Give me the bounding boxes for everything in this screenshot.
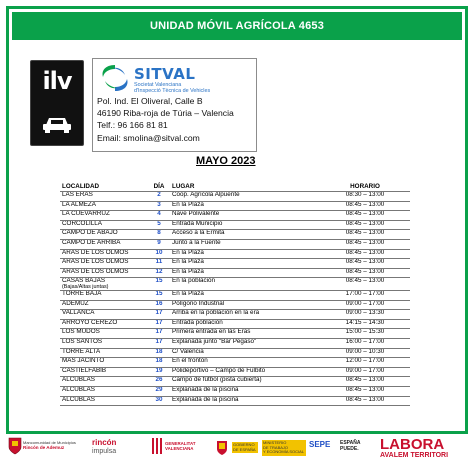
cell-hours: 08:45 – 13:00 — [320, 249, 410, 259]
cell-locality: LAS ERAS — [60, 192, 148, 202]
table-row — [60, 319, 410, 329]
cell-place: En la población — [170, 278, 320, 291]
table-row — [60, 396, 410, 406]
cell-place: Explanada de la piscina — [170, 396, 320, 406]
table-row — [60, 239, 410, 249]
table-row — [60, 278, 410, 291]
cell-hours: 08:45 – 13:00 — [320, 201, 410, 211]
sepe-logo: SEPE — [309, 440, 331, 449]
sponsor-footer — [0, 434, 474, 474]
cell-place: Explanada de la piscina — [170, 386, 320, 396]
cell-day: 5 — [148, 220, 170, 230]
cell-place: Coop. Agrícola Alpuente — [170, 192, 320, 202]
table-row — [60, 339, 410, 349]
cell-day: 9 — [148, 239, 170, 249]
table-row — [60, 310, 410, 320]
cell-day: 30 — [148, 396, 170, 406]
address-line: Pol. Ind. El Oliveral, Calle B — [97, 96, 203, 106]
cell-hours: 16:00 – 17:00 — [320, 339, 410, 349]
table-row — [60, 201, 410, 211]
cell-place: Polideportivo – Campo de Fulbito — [170, 367, 320, 377]
sitval-name: SITVAL — [134, 65, 196, 83]
rincon-impulsa-logo: rincón impulsa — [92, 438, 117, 455]
cell-locality-note: (Bajas/Altas juntas) — [62, 283, 109, 290]
spain-crest-icon — [214, 438, 230, 461]
cell-place: En el frontón — [170, 358, 320, 368]
table-row — [60, 358, 410, 368]
crest-icon — [8, 437, 22, 455]
cell-locality: MAS JACINTO — [60, 358, 148, 368]
cell-locality: LA ALMEZA — [60, 201, 148, 211]
cell-day: 18 — [148, 348, 170, 358]
cell-hours: 08:30 – 13:00 — [320, 192, 410, 202]
cell-hours: 09:00 – 17:00 — [320, 367, 410, 377]
table-row — [60, 259, 410, 269]
cell-place: En la Plaza — [170, 268, 320, 278]
cell-place: En la Plaza — [170, 201, 320, 211]
table-row — [60, 367, 410, 377]
cell-locality: LOS MUDOS — [60, 329, 148, 339]
header-day: DÍA — [148, 184, 170, 192]
cell-day: 16 — [148, 300, 170, 310]
cell-place: En la Plaza — [170, 249, 320, 259]
cell-place: Entrada población — [170, 319, 320, 329]
cell-day: 17 — [148, 319, 170, 329]
generalitat-icon — [152, 438, 162, 459]
cell-day: 26 — [148, 377, 170, 387]
table-header-row — [60, 184, 410, 192]
cell-place: Arriba en la población en la era — [170, 310, 320, 320]
ademuz-logo — [8, 437, 22, 460]
cell-day: 11 — [148, 259, 170, 269]
table-row — [60, 386, 410, 396]
header-place: LUGAR — [170, 184, 320, 192]
gobierno-text: GOBIERNO DE ESPAÑA — [232, 442, 258, 453]
table-row — [60, 192, 410, 202]
cell-locality: LOS SANTOS — [60, 339, 148, 349]
cell-place: Acceso a la Ermita — [170, 230, 320, 240]
cell-day: 12 — [148, 268, 170, 278]
cell-place: Explanada junto "Bar Pegaso" — [170, 339, 320, 349]
labora-logo: LABORA AVALEM TERRITORI — [380, 436, 449, 459]
sitval-logo — [99, 63, 249, 95]
schedule-table — [60, 184, 410, 406]
banner-title: UNIDAD MÓVIL AGRÍCOLA 4653 — [12, 12, 462, 40]
cell-hours: 08:45 – 13:00 — [320, 220, 410, 230]
cell-day: 17 — [148, 329, 170, 339]
table-row — [60, 300, 410, 310]
espana-puede-logo: ESPAÑA PUEDE. — [340, 440, 361, 452]
cell-place: En la Plaza — [170, 291, 320, 301]
month-title: MAYO 2023 — [196, 155, 256, 167]
cell-place: Primera entrada en las Eras — [170, 329, 320, 339]
cell-place: En la Plaza — [170, 259, 320, 269]
cell-day: 3 — [148, 201, 170, 211]
cell-locality: ARROYO CEREZO — [60, 319, 148, 329]
cell-day: 4 — [148, 211, 170, 221]
itv-sign — [30, 60, 84, 146]
cell-place: Campo de fútbol (pista cubierta) — [170, 377, 320, 387]
table-row — [60, 329, 410, 339]
table-row — [60, 230, 410, 240]
cell-locality: TORRE ALTA — [60, 348, 148, 358]
cell-hours: 08:45 – 13:00 — [320, 230, 410, 240]
table-row — [60, 268, 410, 278]
cell-locality: CORCOLILLA — [60, 220, 148, 230]
sitval-card — [92, 58, 257, 152]
cell-hours: 08:45 – 13:00 — [320, 259, 410, 269]
cell-locality: CAMPO DE ARRIBA — [60, 239, 148, 249]
cell-hours: 09:00 – 13:30 — [320, 310, 410, 320]
itv-label: ilv — [42, 67, 72, 95]
phone-line: Telf.: 96 166 81 81 — [97, 120, 168, 131]
cell-day: 29 — [148, 386, 170, 396]
cell-hours: 08:45 – 13:00 — [320, 278, 410, 291]
sitval-subtitle: Societat Valenciana d'Inspecció Tècnica de Vehicles — [134, 82, 211, 94]
cell-place: C/ Valencia — [170, 348, 320, 358]
sitval-mark-icon — [99, 63, 131, 93]
cell-hours: 15:00 – 15:30 — [320, 329, 410, 339]
header-locality: LOCALIDAD — [60, 184, 148, 192]
cell-locality: ALCUBLAS — [60, 386, 148, 396]
car-icon — [40, 111, 74, 135]
cell-hours: 08:45 – 13:00 — [320, 239, 410, 249]
cell-hours: 08:45 – 13:00 — [320, 268, 410, 278]
cell-locality: ALCUBLAS — [60, 377, 148, 387]
cell-day: 2 — [148, 192, 170, 202]
ministerio-text: MINISTERIO DE TRABAJO Y ECONOMÍA SOCIAL — [263, 440, 305, 455]
cell-locality: ARAS DE LOS OLMOS — [60, 268, 148, 278]
contact-address — [97, 95, 234, 144]
cell-locality: TORRE BAJA — [60, 291, 148, 301]
cell-locality: VALLANCA — [60, 310, 148, 320]
cell-hours: 08:45 – 13:00 — [320, 396, 410, 406]
cell-day: 15 — [148, 278, 170, 291]
table-row — [60, 220, 410, 230]
table-row — [60, 348, 410, 358]
cell-day: 8 — [148, 230, 170, 240]
cell-place: Polígono Industrial — [170, 300, 320, 310]
cell-locality: ADEMUZ — [60, 300, 148, 310]
cell-day: 15 — [148, 291, 170, 301]
cell-place: Entrada Municipio — [170, 220, 320, 230]
cell-day: 18 — [148, 358, 170, 368]
cell-day: 19 — [148, 367, 170, 377]
cell-place: Nave Polivalente — [170, 211, 320, 221]
generalitat-text: GENERALITAT VALENCIANA — [165, 441, 196, 451]
cell-locality: CASTIELFABIB — [60, 367, 148, 377]
table-row — [60, 291, 410, 301]
cell-day: 10 — [148, 249, 170, 259]
cell-locality: CASAS BAJAS (Bajas/Altas juntas) — [60, 278, 148, 291]
cell-locality: LA CUEVARRUZ — [60, 211, 148, 221]
cell-hours: 08:45 – 13:00 — [320, 386, 410, 396]
table-row — [60, 377, 410, 387]
cell-locality: ARAS DE LOS OLMOS — [60, 259, 148, 269]
cell-hours: 09:00 – 17:00 — [320, 300, 410, 310]
cell-hours: 12:00 – 17:00 — [320, 358, 410, 368]
cell-day: 17 — [148, 339, 170, 349]
cell-day: 17 — [148, 310, 170, 320]
cell-hours: 17:00 – 17:00 — [320, 291, 410, 301]
cell-hours: 08:45 – 13:00 — [320, 377, 410, 387]
cell-hours: 08:45 – 13:00 — [320, 211, 410, 221]
table-row — [60, 211, 410, 221]
email-line[interactable]: Email: smolina@sitval.com — [97, 132, 200, 143]
table-row — [60, 249, 410, 259]
cell-hours: 14:15 – 14:30 — [320, 319, 410, 329]
cell-locality: CAMPO DE ABAJO — [60, 230, 148, 240]
header-hours: HORARIO — [320, 184, 410, 192]
cell-locality: ALCUBLAS — [60, 396, 148, 406]
address-line: 46190 Riba-roja de Túria – Valencia — [97, 108, 234, 119]
cell-locality: ARAS DE LOS OLMOS — [60, 249, 148, 259]
ademuz-text: Mancomunidad de Municipios Rincón de Ademuz — [23, 440, 76, 450]
cell-place: Junto a la Fuente — [170, 239, 320, 249]
cell-hours: 09:00 – 10:30 — [320, 348, 410, 358]
